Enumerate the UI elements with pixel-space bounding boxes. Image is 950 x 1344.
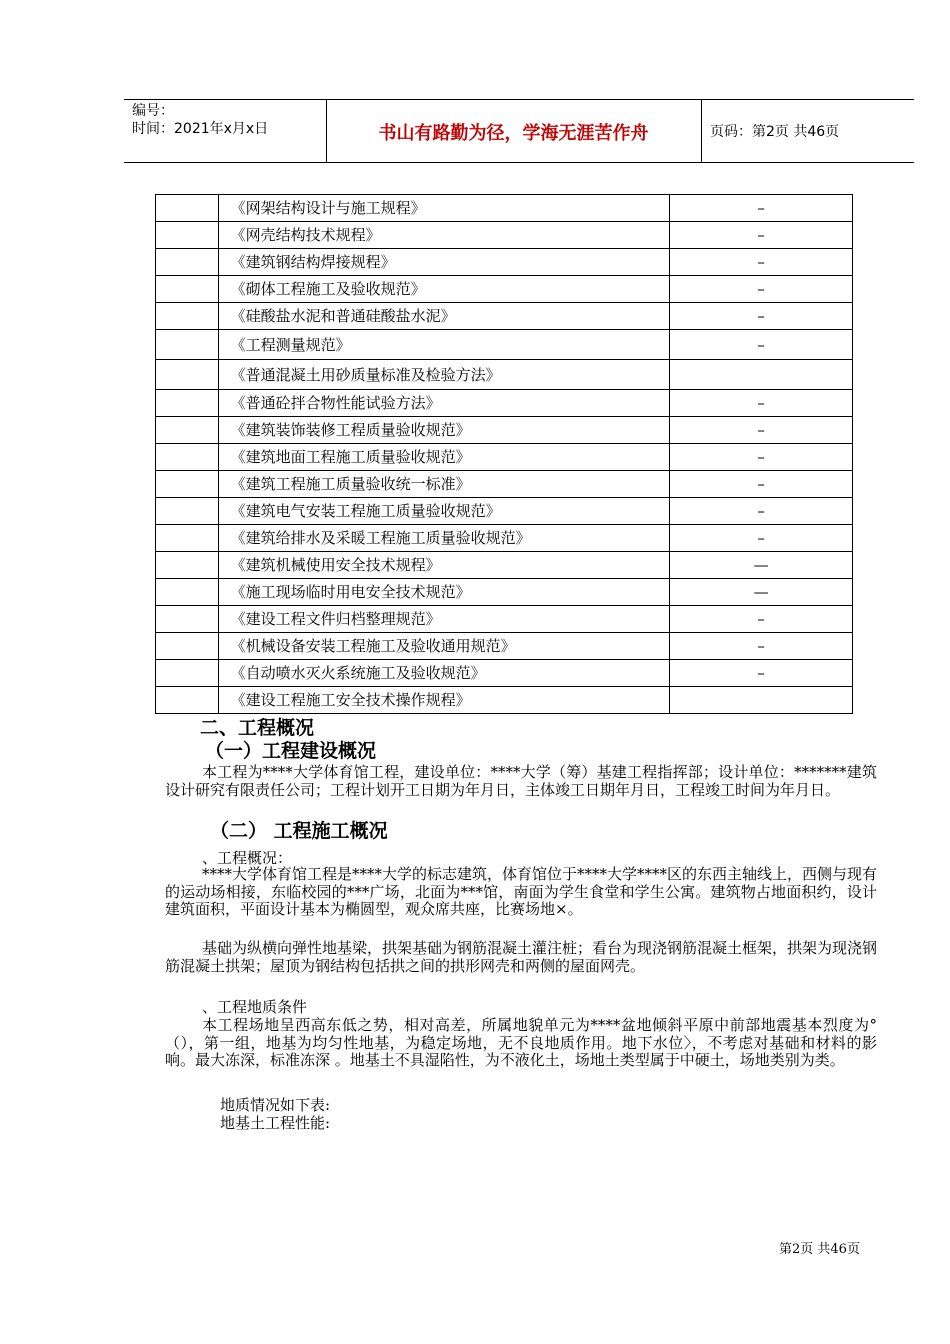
row-index-cell — [156, 222, 219, 249]
row-index-cell — [156, 687, 219, 714]
item-label-geology: 、工程地质条件 — [202, 998, 308, 1016]
standard-code-cell: — — [670, 579, 853, 606]
geology-table-intro: 地质情况如下表: — [220, 1096, 331, 1114]
soil-properties-label: 地基土工程性能: — [220, 1114, 331, 1132]
subsection-title-1: （一）工程建设概况 — [205, 740, 377, 762]
standard-name-cell: 《建筑钢结构焊接规程》 — [218, 249, 670, 276]
project-overview-paragraph: 本工程为****大学体育馆工程，建设单位：****大学（筹）基建工程指挥部；设计单位：*******建筑设计研究有限责任公司；工程计划开工日期为年月日，主体竣工日期年月日，工程竣工时间为年月日。 — [165, 763, 877, 799]
row-index-cell — [156, 417, 219, 444]
standard-code-cell: — — [670, 552, 853, 579]
table-row — [156, 276, 853, 303]
table-row — [156, 552, 853, 579]
standard-name-cell: 《网壳结构技术规程》 — [218, 222, 670, 249]
header-number-label: 编号： — [132, 103, 174, 119]
item-label-overview: 、工程概况： — [202, 849, 293, 867]
table-row — [156, 525, 853, 552]
standard-code-cell: – — [670, 633, 853, 660]
table-row — [156, 606, 853, 633]
row-index-cell — [156, 303, 219, 330]
table-row — [156, 222, 853, 249]
row-index-cell — [156, 330, 219, 360]
header-divider — [701, 100, 702, 162]
table-row — [156, 498, 853, 525]
row-index-cell — [156, 195, 219, 222]
standard-code-cell: – — [670, 195, 853, 222]
standard-name-cell: 《机械设备安装工程施工及验收通用规范》 — [218, 633, 670, 660]
table-row — [156, 444, 853, 471]
row-index-cell — [156, 525, 219, 552]
table-row — [156, 417, 853, 444]
standard-name-cell: 《工程测量规范》 — [218, 330, 670, 360]
standard-name-cell: 《硅酸盐水泥和普通硅酸盐水泥》 — [218, 303, 670, 330]
standards-table — [155, 194, 853, 714]
standard-code-cell: – — [670, 276, 853, 303]
standard-name-cell: 《网架结构设计与施工规程》 — [218, 195, 670, 222]
standard-code-cell: – — [670, 390, 853, 417]
row-index-cell — [156, 390, 219, 417]
standard-code-cell: – — [670, 303, 853, 330]
standard-name-cell: 《建筑电气安装工程施工质量验收规范》 — [218, 498, 670, 525]
standard-name-cell: 《普通混凝土用砂质量标准及检验方法》 — [218, 360, 670, 390]
page-footer: 第2页 共46页 — [779, 1242, 860, 1257]
geology-paragraph: 本工程场地呈西高东低之势，相对高差，所属地貌单元为****盆地倾斜平原中前部地震基本烈度为°（），第一组，地基为均匀性地基，为稳定场地，无不良地质作用。地下水位〉，不考虑对基础和材料的影响。最大冻深，标准冻深 。地基土不具湿陷性，为不液化土，场地土类型属于中硬土，场地类别为类。 — [165, 1016, 877, 1070]
row-index-cell — [156, 276, 219, 303]
standard-name-cell: 《建筑地面工程施工质量验收规范》 — [218, 444, 670, 471]
header-page-label: 页码：第2页 共46页 — [710, 124, 840, 140]
header-date-label: 时间：2021年x月x日 — [132, 121, 269, 137]
standard-name-cell: 《砌体工程施工及验收规范》 — [218, 276, 670, 303]
standard-name-cell: 《建筑装饰装修工程质量验收规范》 — [218, 417, 670, 444]
standard-code-cell: – — [670, 444, 853, 471]
table-row — [156, 360, 853, 390]
header-left — [132, 102, 268, 138]
table-row — [156, 195, 853, 222]
standard-code-cell: – — [670, 249, 853, 276]
table-row — [156, 249, 853, 276]
subsection-title-2: （二） 工程施工概况 — [210, 820, 388, 842]
row-index-cell — [156, 552, 219, 579]
standards-table-body — [156, 195, 853, 714]
table-row — [156, 579, 853, 606]
standard-name-cell: 《建筑工程施工质量验收统一标准》 — [218, 471, 670, 498]
standard-code-cell: – — [670, 606, 853, 633]
table-row — [156, 390, 853, 417]
standard-code-cell: – — [670, 660, 853, 687]
standard-code-cell — [670, 360, 853, 390]
section-title: 二、工程概况 — [200, 717, 315, 739]
row-index-cell — [156, 249, 219, 276]
table-row — [156, 633, 853, 660]
row-index-cell — [156, 579, 219, 606]
standard-code-cell: – — [670, 498, 853, 525]
row-index-cell — [156, 444, 219, 471]
standard-name-cell: 《建设工程文件归档整理规范》 — [218, 606, 670, 633]
standard-code-cell: – — [670, 417, 853, 444]
row-index-cell — [156, 498, 219, 525]
building-description-paragraph: ****大学体育馆工程是****大学的标志建筑，体育馆位于****大学****区的东西主轴线上，西侧与现有的运动场相接，东临校园的***广场，北面为***馆，南面为学生食堂和学生公寓。建筑物占地面积约，设计建筑面积，平面设计基本为椭圆型，观众席共座，比赛场地×。 — [165, 865, 878, 919]
row-index-cell — [156, 660, 219, 687]
standard-code-cell: – — [670, 330, 853, 360]
structure-description-paragraph: 基础为纵横向弹性地基梁，拱架基础为钢筋混凝土灌注桩；看台为现浇钢筋混凝土框架，拱架为现浇钢筋混凝土拱架；屋顶为钢结构包括拱之间的拱形网壳和两侧的屋面网壳。 — [165, 939, 878, 975]
row-index-cell — [156, 633, 219, 660]
standard-code-cell — [670, 687, 853, 714]
table-row — [156, 330, 853, 360]
standard-name-cell: 《施工现场临时用电安全技术规范》 — [218, 579, 670, 606]
standard-name-cell: 《自动喷水灭火系统施工及验收规范》 — [218, 660, 670, 687]
table-row — [156, 303, 853, 330]
page-header — [124, 99, 914, 163]
standard-name-cell: 《建筑机械使用安全技术规程》 — [218, 552, 670, 579]
row-index-cell — [156, 606, 219, 633]
table-row — [156, 660, 853, 687]
standard-code-cell: – — [670, 222, 853, 249]
standard-code-cell: – — [670, 471, 853, 498]
standard-name-cell: 《普通砼拌合物性能试验方法》 — [218, 390, 670, 417]
standard-code-cell: – — [670, 525, 853, 552]
row-index-cell — [156, 471, 219, 498]
table-row — [156, 471, 853, 498]
standard-name-cell: 《建设工程施工安全技术操作规程》 — [218, 687, 670, 714]
header-motto: 书山有路勤为径，学海无涯苦作舟 — [378, 123, 649, 144]
table-row — [156, 687, 853, 714]
standard-name-cell: 《建筑给排水及采暖工程施工质量验收规范》 — [218, 525, 670, 552]
row-index-cell — [156, 360, 219, 390]
